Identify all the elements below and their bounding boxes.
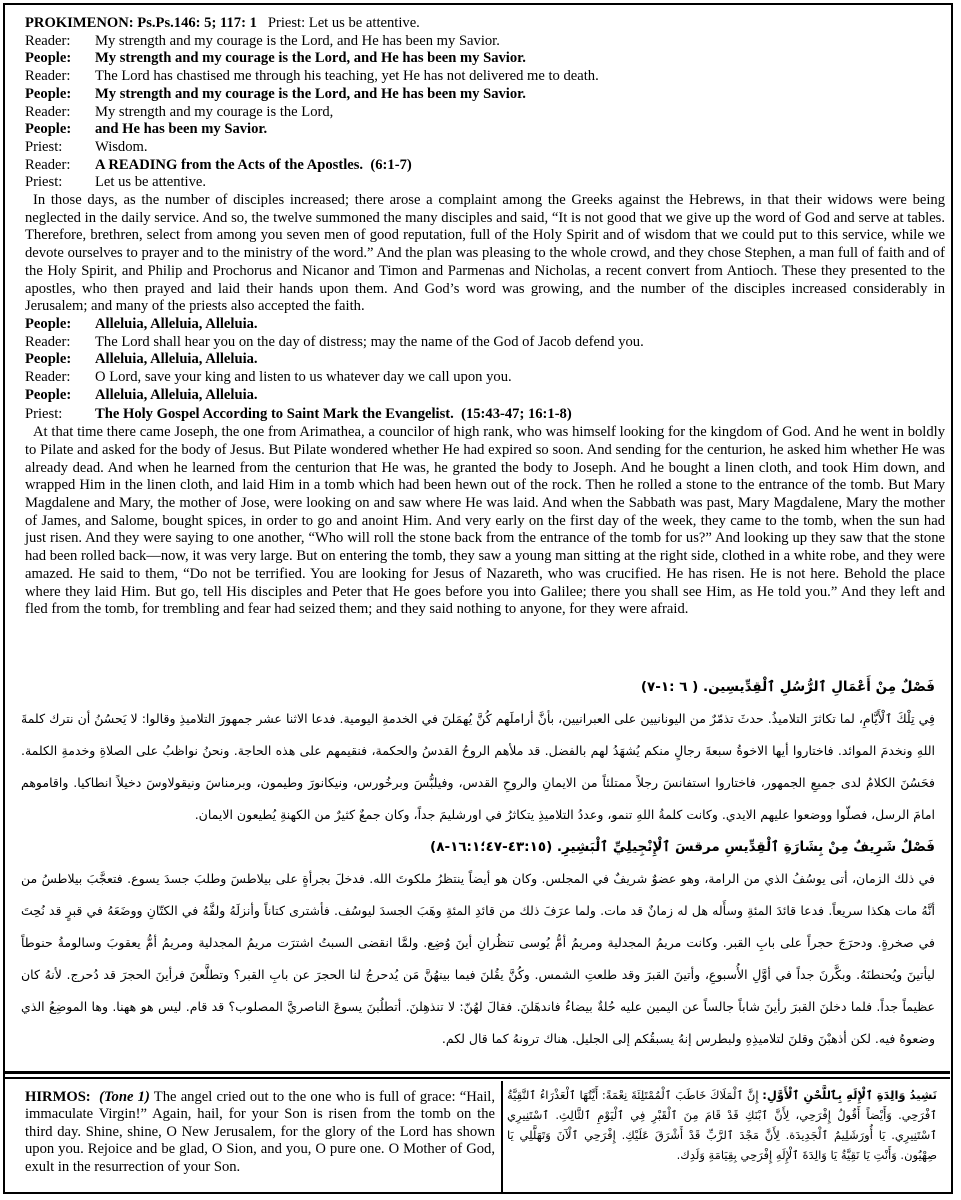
speaker-label: Reader:: [25, 103, 71, 120]
dialogue-line: [25, 104, 945, 122]
gospel-header: [25, 406, 945, 424]
gospel-text: At that time there came Joseph, the one from Arimathea, a councilor of high rank, who was himself looking for the kingdom of God. And he went in boldly to Pilate and asked for the body of Jesus. But Pilate wondered whether He had expired so soon. And sending for the centurion, he asked him whether He was already dead. And when he learned from the centurion that He was, he granted the body to Joseph. And he bought a linen cloth, and took Him down, and wrapped Him in the linen cloth, and laid Him in a tomb which had been hewn out of the rock. Then he rolled a stone to the entrance of the tomb. But Mary Magdalene and Mary, the mother of Jose, were looking on and saw where He was laid. And when the Sabbath was past, Mary Magdalene, Mary the mother of James, and Salome, bought spices, in order to go and anoint Him. And very early on the first day of the week, they came to the tomb, when the sun had just risen. And they were saying to one another, “Who will roll the stone back from the entrance of the tomb for us?” And looking up they saw that the stone had been rolled back—now, it was very large. But on entering the tomb, they saw a young man sitting at the right side, clothed in a white robe, and they were amazed. He said to them, “Do not be terrified. You are looking for Jesus of Nazareth, who was crucified. He has risen. He is not here. Behold the place where they laid Him. But go, tell His disciples and Peter that He goes before you into Galilee; there you shall see Him, as He told you.” And they left and fled from the tomb, for trembling and fear had seized them; and they said nothing to anyone, for they were afraid.: [25, 424, 945, 618]
dialogue-line: [25, 68, 945, 86]
dialogue-line: [25, 387, 945, 405]
dialogue-line: [25, 369, 945, 387]
hirmos-label: HIRMOS:: [25, 1089, 91, 1105]
epistle-ref: (6:1-7): [370, 156, 412, 173]
readings-section: [5, 5, 950, 1070]
page-frame: [3, 3, 953, 1194]
dialogue-text: O Lord, save your king and listen to us whatever day we call upon you.: [95, 369, 512, 386]
hirmos-arabic: [507, 1085, 937, 1165]
hirmos-tone: (Tone 1): [99, 1089, 150, 1105]
speaker-label: People:: [25, 85, 72, 102]
dialogue-line: [25, 121, 945, 139]
dialogue-line: [25, 86, 945, 104]
attend-speaker: Priest:: [25, 174, 63, 191]
dialogue-text: The Lord shall hear you on the day of distress; may the name of the God of Jacob defend you.: [95, 333, 644, 350]
dialogue-text: Alleluia, Alleluia, Alleluia.: [95, 315, 258, 332]
prokimenon-label: PROKIMENON:: [25, 15, 134, 31]
hirmos-section: [5, 1081, 950, 1193]
dialogue-line: [25, 351, 945, 369]
dialogue-text: My strength and my courage is the Lord, and He has been my Savior.: [95, 32, 500, 49]
section-divider-inner: [5, 1077, 950, 1079]
dialogue-text: Alleluia, Alleluia, Alleluia.: [95, 386, 258, 403]
arabic-readings: [21, 671, 935, 1055]
speaker-label: People:: [25, 121, 72, 138]
dialogue-text: The Lord has chastised me through his teaching, yet He has not delivered me to death.: [95, 68, 599, 85]
arabic-gospel-heading: فَصْلٌ شَرِيفٌ مِنْ بِشَارَةِ ٱلْقِدِّيسِ مرقسَ ٱلْإِنْجِيلِيِّ ٱلْبَشِيرِ. (٤٣:١٥-٤٧؛١٦:١-٨): [430, 839, 935, 855]
dialogue-text: My strength and my courage is the Lord,: [95, 103, 334, 120]
speaker-label: Reader:: [25, 369, 71, 386]
prokimenon-header: [25, 15, 945, 33]
hirmos-arabic-heading: نَشِيدُ وَالِدَةِ ٱلْإِلَهِ بِٱللَّحْنِ ٱلْأَوَّلِ:: [762, 1088, 937, 1102]
dialogue-line: [25, 334, 945, 352]
gospel-speaker: Priest:: [25, 406, 63, 423]
prokimenon-priest: Priest: Let us be attentive.: [267, 15, 420, 31]
section-divider: [5, 1071, 950, 1074]
english-readings: [25, 15, 945, 619]
epistle-attend: [25, 174, 945, 192]
speaker-label: Reader:: [25, 68, 71, 85]
dialogue-line: [25, 33, 945, 51]
dialogue-text: and He has been my Savior.: [95, 121, 268, 138]
hirmos-column-divider: [501, 1081, 503, 1193]
prokimenon-lines: [25, 33, 945, 157]
alleluia-lines: [25, 316, 945, 405]
gospel-ref: (15:43-47; 16:1-8): [461, 406, 572, 423]
epistle-title: A READING from the Acts of the Apostles.: [95, 156, 364, 173]
speaker-label: Reader:: [25, 333, 71, 350]
speaker-label: Reader:: [25, 32, 71, 49]
speaker-label: People:: [25, 351, 72, 368]
dialogue-line: [25, 50, 945, 68]
gospel-title: The Holy Gospel According to Saint Mark the Evangelist.: [95, 406, 454, 423]
arabic-gospel-text: في ذلك الزمان، أتى يوسُفُ الذي من الرامة، وهو عضوٌ شريفٌ في المجلس. وكان هو أيضاً ينتظرُ ملكوتَ الله. فدخلَ بجرأةٍ على بيلاطسَ وطلبَ جسدَ يسوع. فتعجَّبَ بيلاطسُ من أنَّهُ مات هكذا سريعاً. فدعا قائدَ المئةِ وسأَله هل له زمانٌ قد مات. ولما عرَفَ ذلك من قائدِ المئةِ وهَبَ الجسدَ ليوسُف. فأشترى كتاناً وأنزلَهُ ولفَّهُ في الكتّانِ ووضَعَهُ في قبرٍ قد نُحِتَ في صخرةٍ. ودحرَجَ حجراً على بابِ القبر. وكانت مريمُ المجدلية ومريمُ أمُّ يُوسى تنظُرانِ أينَ وُضِع. ولمَّا انقضى السبتُ اشترَت مريمُ المجدلية ومريمُ أمُّ يعقوبَ وسالومةُ حنوطاً ليأتينَ ويُحنطنَهُ. وبكَّرنَ جداً في أوَّلِ الأُسبوعِ، وأتينَ القبرَ وقد طلعتِ الشمس. وكُنَّ يقُلنَ فيما بينهُنَّ مَن يُدحرجُ لنا الحجرَ عن بابِ القبر؟ وتطلَّعنَ فرأينَ الحجرَ قد دُحرج. لأنهُ كان عظيماً جداً. فلما دخلنَ القبرَ رأينَ شاباً جالساً عن اليمين عليه حُلةٌ بيضاءُ فاندهَلنَ. فقالَ لهُنّ: لا تنذهِلنَ. أتطلُبنَ يسوعَ الناصريَّ المصلوب؟ قد قام. ليس هو ههنا. وها الموضِعُ الذي وضعوهُ فيه. لكن أذهبْنَ وقلنَ لتلاميذِهِ ولبطرس إنهُ يسبقُكم إلى الجليل. هناك ترونهُ كما قال لكم.: [21, 871, 935, 1046]
arabic-acts-heading: فَصْلٌ مِنْ أَعْمَالِ ٱلرُّسُلِ ٱلْقِدِّيسِين. ( ٦ :١-٧): [640, 679, 935, 695]
arabic-acts-text: فِي تِلْكَ ٱلْأَيَّامِ، لما تكاثرَ التلاميذُ. حدثَ تذمّرٌ من اليونانيين على العبرانيين، بأنَّ أراملَهم كُنَّ يُهمَلنَ في الخدمةِ اليومية. فدعا الاثنا عشر جمهورَ التلاميذِ وقالوا: لا يَحسُنُ أن نترك كلمةَ اللهِ ونخدمَ الموائد. فاختاروا أيها الاخوةُ سبعةَ رجالٍ منكم يُشهَدُ لهم بالفضل. قد ملأهم الروحُ القدسُ والحكمة، فنقيمهم على هذه الحاجة. ونحنُ نواظبُ على الصلاةِ وخدمةِ الكلمة. فحَسُنَ الكلامُ لدى جميعِ الجمهور، فاختاروا استفانسَ رجلاً ممتلئاً من الايمانِ والروحِ القدس، وفيلبُّسَ وبرخُورس، ونيكانورَ وطيمون، وبرمناسَ ونيقولاوسَ دخيلاً انطاكيا. واقاموهم امامَ الرسل، فصلّوا ووضعوا عليهم الايدي. وكانت كلمةُ اللهِ تنمو، وعددُ التلاميذِ يتكاثرُ في اورشليمَ جداً، وكان جمعٌ كثيرٌ من الكهنةِ يُطيعون الايمان.: [21, 711, 935, 822]
speaker-label: People:: [25, 50, 72, 67]
dialogue-line: [25, 139, 945, 157]
speaker-label: People:: [25, 315, 72, 332]
dialogue-text: My strength and my courage is the Lord, and He has been my Savior.: [95, 50, 526, 67]
dialogue-text: My strength and my courage is the Lord, and He has been my Savior.: [95, 85, 526, 102]
speaker-label: People:: [25, 386, 72, 403]
speaker-label: Priest:: [25, 138, 63, 155]
hirmos-text: The angel cried out to the one who is full of grace: “Hail, immaculate Virgin!” Again, hail, for your Son is risen from the tomb on the third day. Shine, shine, O New Jerusalem, for the glory of the Lord has shown upon you. Rejoice and be glad, O Sion, and you, O pure one. O Mother of God, exult in the resurrection of your Son.: [25, 1089, 495, 1175]
dialogue-text: Alleluia, Alleluia, Alleluia.: [95, 351, 258, 368]
epistle-speaker: Reader:: [25, 156, 71, 173]
dialogue-line: [25, 316, 945, 334]
hirmos-english: [25, 1089, 495, 1176]
epistle-header: [25, 157, 945, 175]
attend-text: Let us be attentive.: [95, 174, 207, 191]
epistle-text: In those days, as the number of disciples increased; there arose a complaint among the Greeks against the Hebrews, in that their widows were being neglected in the daily service. And so, the twelve summoned the many disciples and said, “It is not good that we give up the word of God and serve at tables. Therefore, brethren, select from among you seven men of good reputation, full of the Holy Spirit and of wisdom that we could put to this service, while we devote ourselves to prayer and to the ministry of the word.” And the plan was pleasing to the whole crowd, and they chose Stephen, a man full of faith and of the Holy Spirit, and Philip and Prochorus and Nicanor and Timon and Parmenas and Nicholas, a recent convert from Antioch. These they presented to the apostles, who then prayed and laid their hands upon them. And God’s word was growing, and the number of the disciples increased considerably in Jerusalem; and many of the priests also accepted the faith.: [25, 192, 945, 315]
prokimenon-ref: Ps.Ps.146: 5; 117: 1: [137, 15, 257, 31]
hirmos-arabic-text: إِنَّ ٱلْمَلَاكَ خَاطَبَ ٱلْمُمْتَلِئَةَ نِعْمَةً: أَيَّتُهَا ٱلْعَذْرَاءُ ٱلنَّقِيَّةُ ٱفْرَحِي. وَأَيْضاً أَقُولُ إِفْرَحِي، لِأَنَّ ٱبْنَكِ قَدْ قَامَ مِنَ ٱلْقَبْرِ فِي ٱلْيَوْمِ ٱلثَّالِثِ. ٱسْتَنِيرِي ٱسْتَنِيرِي. يَا أُورَشَلِيمُ ٱلْجَدِيدَة. لِأَنَّ مَجْدَ ٱلرَّبِّ قَدْ أَشْرَقَ عَلَيْكِ. إِفْرَحِي ٱلْآنَ وَتَهَلَّلِي يَا صِهْيُون. وَأَنْتِ يَا نَقِيَّةُ يَا وَالِدَةَ ٱلْإِلَهِ إِفْرَحِي بِقِيَامَةِ وَلَدِك.: [507, 1088, 937, 1162]
dialogue-text: Wisdom.: [95, 138, 148, 155]
